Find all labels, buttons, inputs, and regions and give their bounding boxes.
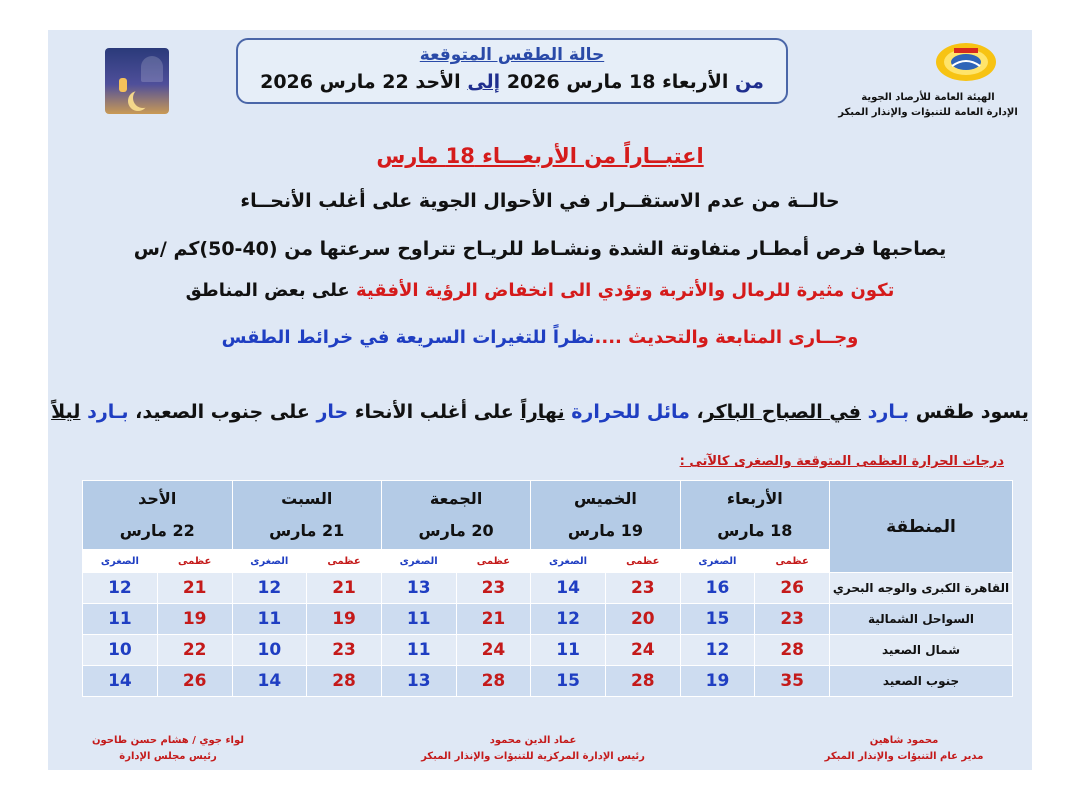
table-row [83,666,1013,697]
period-start: الأربعاء 18 مارس 2026 [506,71,729,93]
min-temp-cell: 11 [83,604,158,635]
dust-visibility-areas: على بعض المناطق [185,280,350,301]
organization-name [828,90,1028,120]
day-name: الأحد [138,489,177,508]
table-row [83,635,1013,666]
max-temp-cell: 20 [605,604,680,635]
forecast-sheet [48,30,1032,770]
min-temp-cell: 11 [381,635,456,666]
max-temp-cell: 26 [755,573,830,604]
region-header: المنطقة [830,481,1013,573]
day-header [232,481,381,550]
max-temp-label: عظمى [605,550,680,573]
min-temp-cell: 11 [381,604,456,635]
follow-up-notice: وجــارى المتابعة والتحديث .... [594,327,859,348]
ramadan-lantern-image [105,48,169,114]
max-temp-cell: 23 [307,635,382,666]
forecast-period [238,71,786,93]
max-temp-cell: 24 [456,635,531,666]
region-cell: السواحل الشمالية [830,604,1013,635]
crescent-moon-icon [133,88,153,108]
follow-up-text [48,327,1032,348]
max-temp-label: عظمى [157,550,232,573]
organization-line-1: الهيئة العامة للأرصاد الجوية [861,92,995,103]
max-temp-cell: 24 [605,635,680,666]
day-name: الجمعة [429,489,483,508]
title-box [236,38,788,104]
signature-block [403,733,663,765]
min-temp-label: الصغرى [83,550,158,573]
table-row [83,573,1013,604]
meteorological-authority-logo [934,40,998,82]
max-temp-label: عظمى [307,550,382,573]
signatory-name: محمود شاهين [869,735,939,746]
mosque-dome-icon [141,56,163,82]
min-temp-cell: 11 [531,635,606,666]
night-label: ليلاً [51,401,81,423]
general-weather-text [48,401,1032,423]
max-temp-cell: 26 [157,666,232,697]
max-temp-label: عظمى [755,550,830,573]
dust-visibility-warning: تكون مثيرة للرمال والأتربة وتؤدي الى انخفاض الرؤية الأفقية [356,280,895,301]
min-temp-cell: 12 [83,573,158,604]
general-weather-part: على جنوب الصعيد، [128,401,317,423]
instability-text: حالــة من عدم الاستقــرار في الأحوال الجوية على أغلب الأنحــاء [240,190,840,212]
day-header [531,481,680,550]
max-temp-cell: 21 [157,573,232,604]
min-temp-cell: 12 [680,635,755,666]
day-header [381,481,530,550]
dust-visibility-text [48,280,1032,301]
day-name: السبت [281,489,333,508]
signatory-name: عماد الدين محمود [489,735,577,746]
rain-winds-text: يصاحبها فرص أمطـار متفاوتة الشدة ونشـاط للريـاح تتراوح سرعتها من (40-50)كم /س [133,238,947,260]
min-temp-cell: 14 [83,666,158,697]
general-weather-part: يسود طقس [909,401,1029,423]
day-name: الأربعاء [726,489,783,508]
lantern-icon [119,78,127,92]
max-temp-cell: 19 [157,604,232,635]
signature-block [804,733,1004,765]
period-end: الأحد 22 مارس 2026 [260,71,461,93]
signatory-name: لواء جوي / هشام حسن طاحون [91,735,245,746]
max-temp-label: عظمى [456,550,531,573]
day-date: 19 مارس [567,521,643,540]
min-temp-cell: 12 [531,604,606,635]
max-temp-cell: 19 [307,604,382,635]
min-temp-cell: 13 [381,573,456,604]
page-title: حالة الطقس المتوقعة [419,45,605,65]
min-temp-label: الصغرى [531,550,606,573]
signatory-role: رئيس مجلس الإدارة [119,751,217,762]
day-date: 21 مارس [269,521,345,540]
period-from: من [735,71,764,93]
day-date: 20 مارس [418,521,494,540]
max-temp-cell: 23 [605,573,680,604]
region-cell: جنوب الصعيد [830,666,1013,697]
general-weather-part: على أغلب الأنحاء [348,401,521,423]
min-temp-cell: 10 [83,635,158,666]
day-date: 18 مارس [717,521,793,540]
signatory-role: مدير عام التنبؤات والإنذار المبكر [824,751,984,762]
max-temp-cell: 21 [307,573,382,604]
period-conjunction: إلى [467,71,501,93]
min-temp-label: الصغرى [680,550,755,573]
max-temp-cell: 23 [456,573,531,604]
min-temp-cell: 12 [232,573,307,604]
min-temp-cell: 13 [381,666,456,697]
early-morning-label: في الصباح الباكر [703,401,862,423]
max-temp-cell: 28 [605,666,680,697]
min-temp-cell: 15 [680,604,755,635]
day-header [83,481,233,550]
min-temp-cell: 14 [531,573,606,604]
hot-label: حار [316,401,349,423]
min-temp-cell: 11 [232,604,307,635]
cold-label: بـارد [867,401,910,423]
max-temp-cell: 22 [157,635,232,666]
signatory-role: رئيس الإدارة المركزية للتنبؤات والإنذار المبكر [421,751,645,762]
region-cell: شمال الصعيد [830,635,1013,666]
max-temp-cell: 28 [755,635,830,666]
min-temp-cell: 14 [232,666,307,697]
region-cell: القاهرة الكبرى والوجه البحري [830,573,1013,604]
day-date: 22 مارس [119,521,195,540]
max-temp-cell: 21 [456,604,531,635]
general-weather-part: ، [689,401,704,423]
min-temp-label: الصغرى [232,550,307,573]
forecast-start-heading: اعتبــاراً من الأربعـــاء 18 مارس [376,144,704,168]
table-caption: درجات الحرارة العظمى المتوقعة والصغرى كالآتى : [679,454,1004,469]
max-temp-cell: 35 [755,666,830,697]
temperature-table [82,480,1013,697]
day-name: الخميس [573,489,637,508]
max-temp-cell: 28 [307,666,382,697]
min-temp-cell: 10 [232,635,307,666]
signature-block [78,733,258,765]
day-header [680,481,829,550]
mild-label: مائل للحرارة [571,401,690,423]
follow-up-reason: نظراً للتغيرات السريعة في خرائط الطقس [221,327,595,348]
min-temp-cell: 19 [680,666,755,697]
min-temp-cell: 15 [531,666,606,697]
min-temp-cell: 16 [680,573,755,604]
max-temp-cell: 23 [755,604,830,635]
min-temp-label: الصغرى [381,550,456,573]
daytime-label: نهاراً [520,401,565,423]
organization-line-2: الإدارة العامة للتنبؤات والإنذار المبكر [838,107,1018,118]
table-row [83,604,1013,635]
general-weather-part [861,401,868,423]
cold-night-label: بـارد [87,401,129,423]
max-temp-cell: 28 [456,666,531,697]
